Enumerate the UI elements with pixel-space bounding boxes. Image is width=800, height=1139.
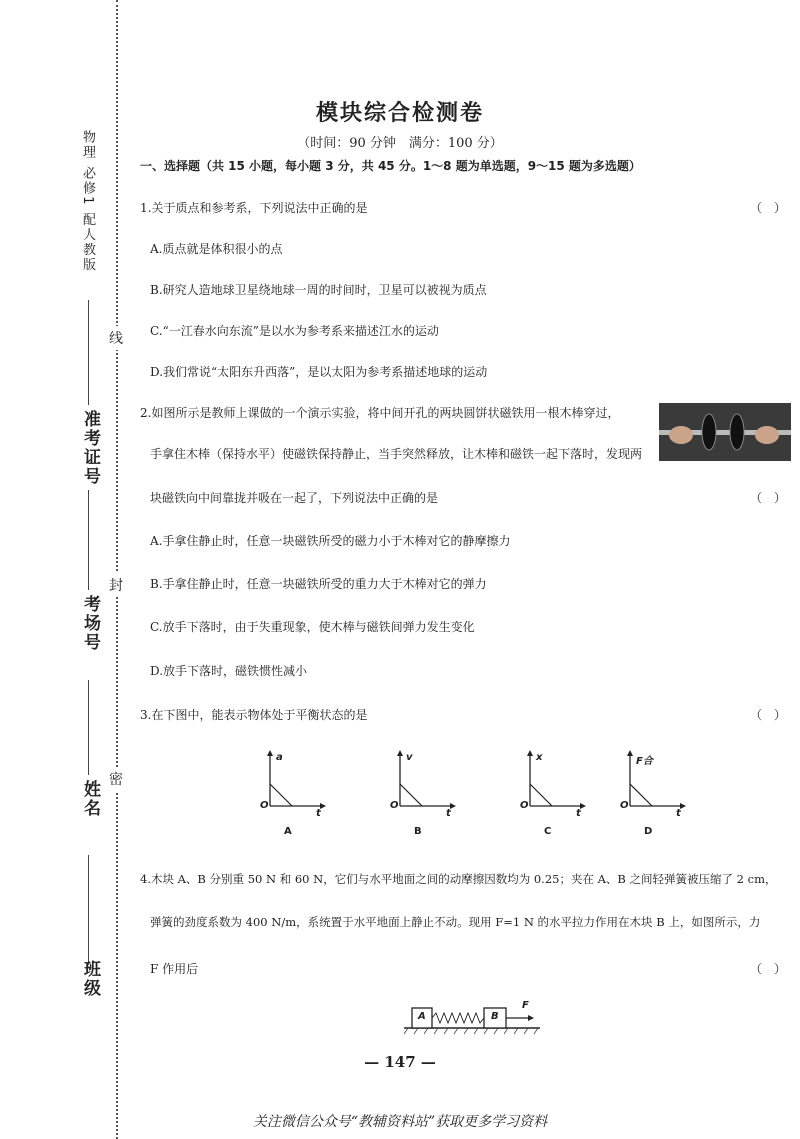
page-subtitle: （时间：90 分钟 满分：100 分） [297,136,503,151]
q2-line-2: 手拿住木棒（保持水平）使磁铁保持静止，当手突然释放，让木棒和磁铁一起下落时，发现两 [150,447,643,461]
name-label: 姓名 [80,780,100,818]
graph-d-y-axis: F合 [636,756,653,767]
class-fill-line [88,855,89,965]
spring-blocks-diagram [400,1000,550,1036]
graph-c [518,750,598,840]
page-title: 模块综合检测卷 [315,101,484,126]
q2-line-3: 块磁铁向中间靠拢并吸在一起了，下列说法中正确的是 [150,491,439,505]
force-f-label: F [522,1000,529,1011]
block-a-label: A [418,1011,426,1022]
q1-option-b: B.研究人造地球卫星绕地球一周的时间时，卫星可以被视为质点 [150,283,487,297]
q1-option-c: C.“一江春水向东流”是以水为参考系来描述江水的运动 [150,324,439,338]
class-label: 班级 [80,960,100,998]
graph-b-y-axis: v [406,752,413,763]
q1-stem: 1.关于质点和参考系，下列说法中正确的是 [140,201,368,215]
graph-a-x-axis: t [316,808,321,819]
q4-answer-blank: （ ） [750,962,787,976]
page-number: — 147 — [364,1053,436,1071]
exam-room-label: 考场号 [80,595,100,652]
exam-id-fill-line [88,300,89,405]
q1-option-d: D.我们常说“太阳东升西落”，是以太阳为参考系描述地球的运动 [150,365,488,379]
q2-option-b: B.手拿住静止时，任意一块磁铁所受的重力大于木棒对它的弹力 [150,577,487,591]
q1-answer-blank: （ ） [750,201,787,215]
q1-option-a: A.质点就是体积很小的点 [150,242,283,256]
seal-mi: 密 [109,767,123,791]
binding-dotted-line [116,0,118,1139]
q2-option-a: A.手拿住静止时，任意一块磁铁所受的磁力小于木棒对它的静摩擦力 [150,534,511,548]
seal-xian: 线 [109,326,123,350]
q4-line-3: F 作用后 [150,962,199,976]
q4-line-2: 弹簧的劲度系数为 400 N/m，系统置于水平地面上静止不动。现用 F=1 N 的水平拉力作用在木块 B 上，如图所示，力 [150,915,761,929]
graph-a-y-axis: a [276,752,283,763]
graph-c-origin: O [520,800,529,811]
section-heading: 一、选择题（共 15 小题，每小题 3 分，共 45 分。1～8 题为单选题，9～15 题为多选题） [140,159,641,173]
name-fill-line [88,680,89,775]
q3-stem: 3.在下图中，能表示物体处于平衡状态的是 [140,708,368,722]
q2-option-d: D.放手下落时，磁铁惯性减小 [150,664,308,678]
graph-b-x-axis: t [446,808,451,819]
demo-experiment-photo [659,403,791,461]
block-b-label: B [491,1011,499,1022]
graph-c-label: C [544,826,552,837]
graph-a-origin: O [260,800,269,811]
graph-a-label: A [284,826,292,837]
q2-line-1: 2.如图所示是教师上课做的一个演示实验，将中间开孔的两块圆饼状磁铁用一根木棒穿过， [140,406,620,420]
graph-c-y-axis: x [536,752,543,763]
graph-c-x-axis: t [576,808,581,819]
exam-room-fill-line [88,490,89,590]
graph-b [388,750,468,840]
sidebar-subject: 物理 必修1 配人教版 [80,130,95,273]
graph-d-label: D [644,826,653,837]
graph-b-label: B [414,826,422,837]
q3-answer-blank: （ ） [750,708,787,722]
graph-a [258,750,338,840]
graph-d-x-axis: t [676,808,681,819]
q2-answer-blank: （ ） [750,491,787,505]
graph-d-origin: O [620,800,629,811]
graph-b-origin: O [390,800,399,811]
graph-d [618,750,698,840]
q2-option-c: C.放手下落时，由于失重现象，使木棒与磁铁间弹力发生变化 [150,620,475,634]
exam-id-label: 准考证号 [80,410,100,486]
seal-feng: 封 [109,573,123,597]
q4-line-1: 4.木块 A、B 分别重 50 N 和 60 N，它们与水平地面之间的动摩擦因数均为 0.25；夹在 A、B 之间轻弹簧被压缩了 2 cm， [140,872,777,886]
footer-note: 关注微信公众号“教辅资料站”获取更多学习资料 [252,1114,548,1130]
